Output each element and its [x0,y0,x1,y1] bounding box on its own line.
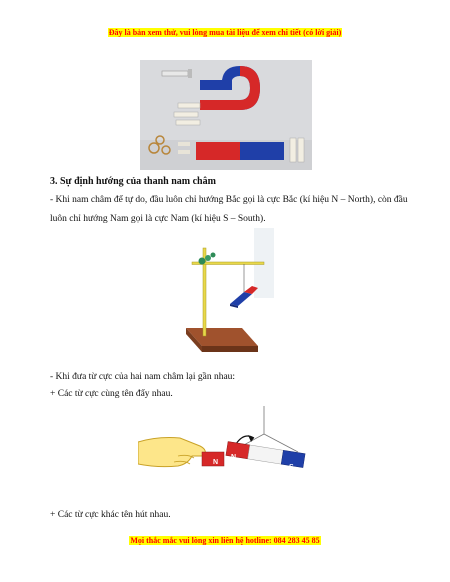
trial-banner [0,28,450,37]
suspended-magnet-figure [182,228,274,354]
paragraph-unlike-poles-attract: + Các từ cực khác tên hút nhau. [50,510,171,520]
label-n-hanging: N [231,454,237,461]
section-title: 3. Sự định hướng của thanh nam châm [50,176,216,187]
label-s-hanging: S [289,464,294,471]
paragraph-magnet-poles: - Khi nam châm để tự do, đầu luôn chỉ hướng Bắc gọi là cực Bắc (kí hiệu N – North), còn đầu luôn chỉ hướng Nam gọi là cực Nam (kí hiệu S – South). [50,195,408,224]
paragraph-like-poles-repel: + Các từ cực cùng tên đẩy nhau. [50,389,173,399]
paragraph-two-magnets: - Khi đưa từ cực của hai nam châm lại gần nhau: [50,372,236,382]
hotline-text: Mọi thắc mắc vui lòng xin liên hệ hotline: 084 283 45 85 [130,536,320,545]
hotline-footer [0,536,450,545]
label-n-held: N [213,459,219,466]
magnets-photo [140,60,312,170]
repelling-magnets-figure [138,406,320,486]
trial-notice-text: Đây là bản xem thử, vui lòng mua tài liệu để xem chi tiết (có lời giải) [108,28,342,37]
